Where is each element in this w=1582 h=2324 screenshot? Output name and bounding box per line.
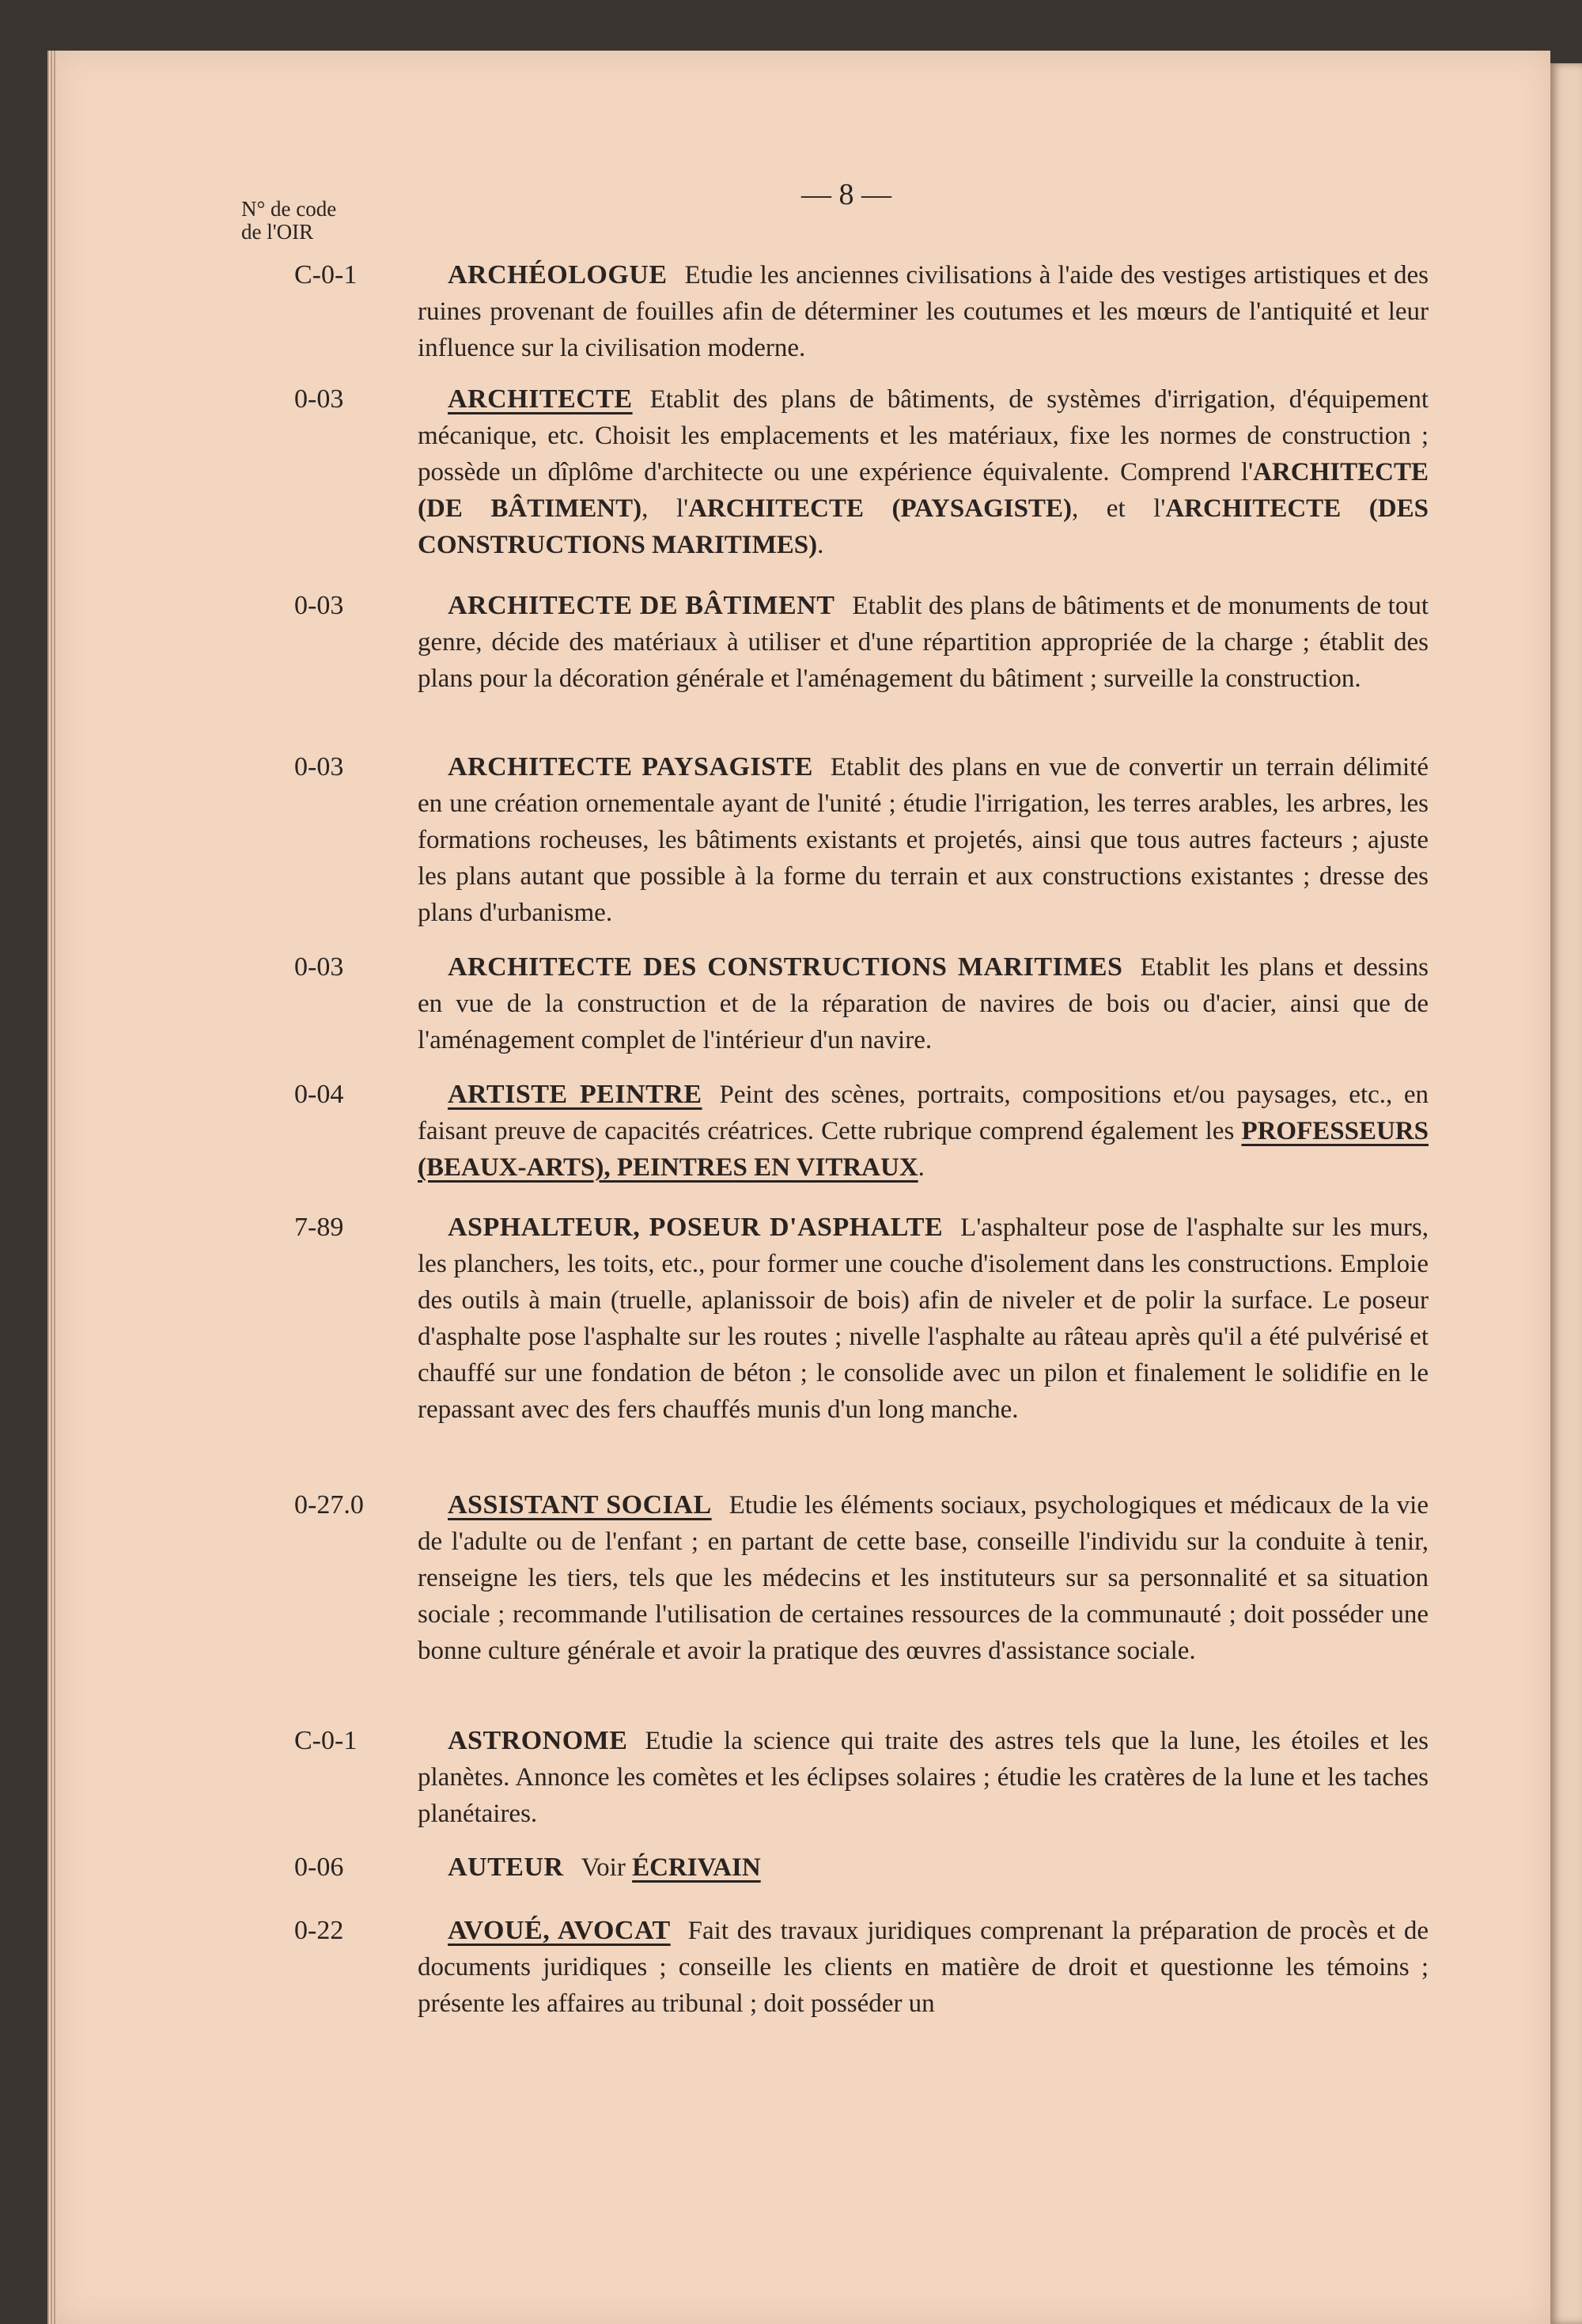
cross-reference: PROFESSEURS (BEAUX-ARTS), PEINTRES EN VITRAUX — [418, 1117, 1429, 1182]
cross-reference: ÉCRIVAIN — [632, 1853, 761, 1882]
entry-title: ASSISTANT SOCIAL — [448, 1490, 712, 1520]
entry-text — [418, 1723, 1429, 1832]
entry-title: ARTISTE PEINTRE — [448, 1080, 702, 1109]
entry-code: 0-04 — [294, 1080, 344, 1109]
code-column-label — [241, 198, 336, 244]
entry-description: Etablit des plans de bâtiments, de systèmes d'irrigation, d'équipement mécanique, etc. Choisit les emplacements et les matériaux, fixe les normes de construction ; possède un dîplôme d'architecte ou une expérience équivalente. Comprend l' — [418, 385, 1429, 486]
entry-text — [418, 257, 1429, 366]
entry-text — [418, 1849, 1429, 1886]
entry-description: Etablit des plans de bâtiments et de monuments de tout genre, décide des matériaux à utiliser et d'une répartition appropriée de la charge ; établit des plans pour la décoration générale et l'aménagement du bâtiment ; surveille la construction. — [418, 592, 1429, 693]
cross-reference: ARCHITECTE (DES CONSTRUCTIONS MARITIMES) — [418, 494, 1429, 559]
entry-description: Etablit des plans en vue de convertir un terrain délimité en une création ornementale ayant de l'unité ; étudie l'irrigation, les terres arables, les arbres, les formations rocheuses, les bâtiments existants et projetés, ainsi que tous autres facteurs ; ajuste les plans autant que possible à la forme du terrain et aux constructions existantes ; dresse des plans d'urbanisme. — [418, 753, 1429, 927]
entry-code: 0-06 — [294, 1853, 344, 1882]
entry-code: C-0-1 — [294, 260, 358, 290]
entry-description: Etablit les plans et dessins en vue de la construction et de la réparation de navires de bois ou d'acier, ainsi que de l'aménagement complet de l'intérieur d'un navire. — [418, 953, 1429, 1054]
entry-title: ASPHALTEUR, POSEUR D'ASPHALTE — [448, 1213, 944, 1242]
cross-reference: ARCHITECTE (PAYSAGISTE) — [688, 494, 1072, 523]
entry-title: AVOUÉ, AVOCAT — [448, 1916, 671, 1945]
entry-code: 0-22 — [294, 1916, 344, 1945]
entry-title: ARCHITECTE DES CONSTRUCTIONS MARITIMES — [448, 952, 1123, 982]
entry-text — [418, 381, 1429, 563]
page-edges — [47, 51, 55, 2324]
entry-code: 0-03 — [294, 952, 344, 982]
entry-code: 0-03 — [294, 752, 344, 782]
entry-code: 0-27.0 — [294, 1490, 364, 1520]
entry-text — [418, 1209, 1429, 1428]
separator: , l' — [642, 494, 689, 523]
separator: , et l' — [1071, 494, 1166, 523]
code-label-line2: de l'OIR — [241, 220, 314, 244]
entry-description: L'asphalteur pose de l'asphalte sur les murs, les planchers, les toits, etc., pour former une couche d'isolement dans les constructions. Emploie des outils à main (truelle, aplanissoir de bois) afin de niveler et de polir la surface. Le poseur d'asphalte pose l'asphalte sur les routes ; nivelle l'asphalte au râteau après qu'il a été pulvérisé et chauffé sur une fondation de béton ; le consolide avec un pilon et finalement le solidifie en le repassant avec des fers chauffés munis d'un long manche. — [418, 1213, 1429, 1424]
entry-text — [418, 1077, 1429, 1186]
cross-reference: ARCHITECTE (DE BÂTIMENT) — [418, 458, 1429, 523]
entry-text — [418, 749, 1429, 931]
entry-end: . — [918, 1153, 925, 1182]
entry-code: C-0-1 — [294, 1726, 358, 1755]
entry-text — [418, 1913, 1429, 2022]
page-number: — 8 — — [801, 178, 891, 211]
code-label-line1: N° de code — [241, 197, 337, 221]
entry-description: Voir — [581, 1853, 633, 1882]
entry-title: ARCHITECTE — [448, 384, 633, 414]
entry-code: 0-03 — [294, 384, 344, 414]
entry-title: ARCHITECTE DE BÂTIMENT — [448, 591, 835, 620]
entry-title: AUTEUR — [448, 1853, 564, 1882]
entry-code: 7-89 — [294, 1213, 344, 1242]
entry-title: ARCHÉOLOGUE — [448, 260, 668, 290]
entry-end: . — [817, 531, 824, 559]
entry-text — [418, 949, 1429, 1058]
entry-title: ASTRONOME — [448, 1726, 628, 1755]
facing-page-edge — [1550, 63, 1582, 2324]
entry-description: Fait des travaux juridiques comprenant la préparation de procès et de documents juridiques ; conseille les clients en matière de droit et questionne les témoins ; présente les affaires au tribunal ; doit posséder un — [418, 1917, 1429, 2018]
entry-text — [418, 588, 1429, 697]
entry-description: Etudie les éléments sociaux, psychologiques et médicaux de la vie de l'adulte ou de l'enfant ; en partant de cette base, conseille l'individu sur la conduite à tenir, renseigne les tiers, tels que les médecins et les instituteurs sur sa personnalité et sa situation sociale ; recommande l'utilisation de certaines ressources de la communauté ; doit posséder une bonne culture générale et avoir la pratique des œuvres d'assistance sociale. — [418, 1491, 1429, 1665]
entry-description: Etudie les anciennes civilisations à l'aide des vestiges artistiques et des ruines provenant de fouilles afin de déterminer les coutumes et les mœurs de l'antiquité et leur influence sur la civilisation moderne. — [418, 261, 1429, 362]
entry-description: Peint des scènes, portraits, compositions et/ou paysages, etc., en faisant preuve de capacités créatrices. Cette rubrique comprend également les — [418, 1081, 1429, 1145]
entry-title: ARCHITECTE PAYSAGISTE — [448, 752, 813, 782]
entry-code: 0-03 — [294, 591, 344, 620]
entry-description: Etudie la science qui traite des astres tels que la lune, les étoiles et les planètes. Annonce les comètes et les éclipses solaires ; étudie les cratères de la lune et les taches planétaires. — [418, 1727, 1429, 1828]
entry-text — [418, 1487, 1429, 1669]
